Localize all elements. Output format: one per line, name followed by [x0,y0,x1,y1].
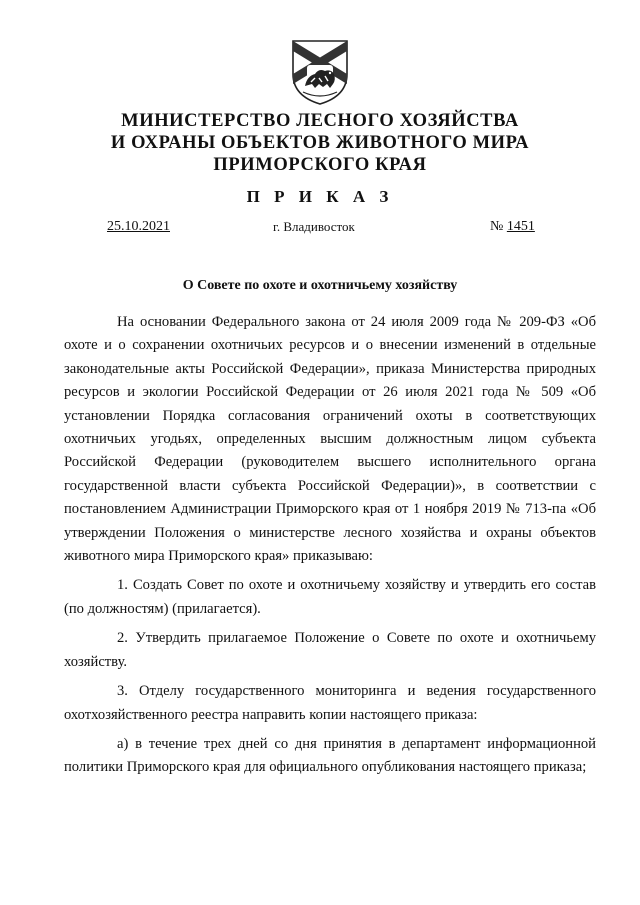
body-paragraph: На основании Федерального закона от 24 июля 2009 года № 209-ФЗ «Об охоте и о сохранении охотничьих ресурсов и о внесении изменений в отдельные законодательные акты Российской Федерации», приказа Министерства природных ресурсов и экологии Российской Федерации от 26 июля 2021 года № 509 «Об установлении Порядка согласования ограничений охоты в соответствующих охотничьих угодьях, определенных высшим должностным лицом субъекта Российской Федерации (руководителем высшего исполнительного органа государственной власти субъекта Российской Федерации)», в соответствии с постановлением Администрации Приморского края от 1 ноября 2019 № 713-па «Об утверждении Положения о министерстве лесного хозяйства и охраны объектов животного мира Приморского края» приказываю: [64,314,596,565]
body-paragraph: 1. Создать Совет по охоте и охотничьему хозяйству и утвердить его состав (по должностям) (прилагается). [64,577,596,617]
order-number [490,219,535,235]
order-subject: О Совете по охоте и охотничьему хозяйству [182,278,458,293]
coat-of-arms-icon [289,38,351,106]
ministry-title-line: ПРИМОРСКОГО КРАЯ [213,155,427,175]
order-body [64,311,596,786]
order-number-value: 1451 [506,219,535,234]
document-type: П Р И К А З [246,187,394,206]
ministry-title [0,110,640,176]
body-paragraph: а) в течение трех дней со дня принятия в департамент информационной политики Приморского края для официального опубликования настоящего приказа; [64,735,596,776]
body-paragraph: 3. Отделу государственного мониторинга и ведения государственного охотхозяйственного реестра направить копии настоящего приказа: [64,683,596,723]
ministry-title-line: И ОХРАНЫ ОБЪЕКТОВ ЖИВОТНОГО МИРА [110,133,530,153]
body-paragraph: 2. Утвердить прилагаемое Положение о Совете по охоте и охотничьему хозяйству. [64,630,596,670]
order-date: 25.10.2021 [107,219,170,234]
order-number-prefix: № [490,219,504,234]
order-city: г. Владивосток [273,219,355,234]
ministry-title-line: МИНИСТЕРСТВО ЛЕСНОГО ХОЗЯЙСТВА [121,111,519,131]
